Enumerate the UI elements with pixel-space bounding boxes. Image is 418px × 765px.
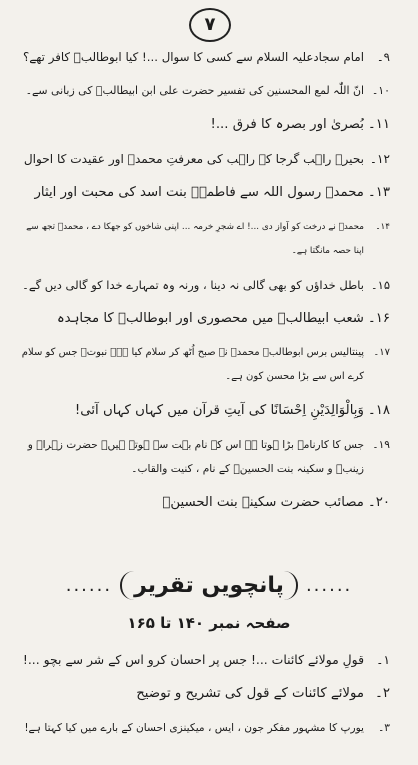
list-item bbox=[22, 399, 390, 433]
list-item bbox=[22, 491, 390, 525]
item-number: ۱۱۔ bbox=[367, 117, 390, 132]
section-heading bbox=[0, 565, 418, 605]
item-number: ۲۔ bbox=[375, 686, 390, 701]
list-item bbox=[22, 215, 390, 273]
list-item bbox=[22, 307, 390, 341]
item-number: ۱۴۔ bbox=[375, 222, 390, 232]
page-number: ۷ bbox=[204, 14, 216, 35]
list-item bbox=[22, 79, 390, 113]
list-item bbox=[22, 716, 390, 750]
item-text: قولِ مولائے کائنات ...! جس پر احسان کرو اس کے شر سے بچو ...! bbox=[22, 652, 364, 667]
item-number: ۱۔ bbox=[376, 652, 390, 667]
item-text: امام سجادعلیہ السلام سے کسی کا سوال ...! کیا ابوطالبؑ کافر تھے؟ bbox=[23, 50, 364, 64]
list-item bbox=[22, 45, 390, 79]
item-text: باطل خداؤں کو بھی گالی نہ دینا ، ورنہ وہ تمہارے خدا کو گالی دیں گے۔ bbox=[22, 278, 364, 292]
item-text: وَبِالْوَالِدَیْنِ اِحْسَانًا کی آیتِ قرآن میں کہاں کہاں آئی! bbox=[74, 403, 364, 418]
page-number-badge bbox=[189, 8, 231, 42]
item-text: بُصریٰ اور بصرہ کا فرق ...! bbox=[210, 117, 364, 132]
item-text-continued: کرے اس سے بڑا محسن کون ہے۔ bbox=[225, 371, 364, 382]
list-item bbox=[22, 113, 390, 147]
item-text: جس کا کارنامہ بڑا ہوتا ہے اس کے نام بہت سے ہوتے ہیں۔ حضرت زہراؑ و bbox=[27, 439, 364, 451]
list-item bbox=[22, 147, 390, 181]
item-text: مصائب حضرت سکینہ بنت الحسینؑ bbox=[162, 495, 364, 510]
contents-list-part-2 bbox=[22, 648, 390, 750]
item-text-continued: زینبؑ و سکینہ بنت الحسینؑ کے نام ، کنیت والقاب۔ bbox=[131, 463, 364, 475]
item-text: یورپ کا مشہور مفکر جون ، ایس ، میکینزی احسان کے بارے میں کیا کہتا ہے! bbox=[24, 722, 364, 734]
heading-ornament-left: ...... bbox=[65, 574, 113, 596]
item-text: پینتالیس برس ابوطالبؑ محمدؐ نے صبح اُٹھ کر سلام کیا ہے۔ نبوتؐ جس کو سلام bbox=[21, 347, 364, 358]
item-text: محمدؐ رسول اللہ سے فاطمہؑ بنت اسد کی محبت اور ایثار bbox=[34, 185, 364, 200]
item-number: ۱۷۔ bbox=[373, 347, 390, 358]
item-text: شعب ابیطالبؑ میں محصوری اور ابوطالبؑ کا مجاہدہ bbox=[56, 311, 364, 326]
item-number: ۳۔ bbox=[378, 722, 390, 734]
list-item bbox=[22, 341, 390, 399]
section-title: پانچویں تقریر bbox=[120, 571, 298, 600]
list-item bbox=[22, 682, 390, 716]
item-number: ۲۰۔ bbox=[367, 495, 390, 510]
heading-ornament-right: ...... bbox=[305, 574, 353, 596]
item-number: ۱۹۔ bbox=[372, 439, 390, 451]
item-number: ۹۔ bbox=[376, 50, 390, 64]
list-item bbox=[22, 273, 390, 307]
item-text: محمدؐ نے درخت کو آواز دی ...! اے شجرِ خرمہ ... اپنی شاخوں کو جھکا دے ، محمدؐ تجھ سے bbox=[26, 222, 364, 232]
item-number: ۱۶۔ bbox=[367, 311, 390, 326]
list-item bbox=[22, 648, 390, 682]
item-text-continued: اپنا حصہ مانگتا ہے۔ bbox=[291, 246, 364, 256]
item-text: انّ اللّٰہ لمع المحسنین کی تفسیر حضرت علی ابن ابیطالبؑ کی زبانی سے۔ bbox=[25, 84, 364, 97]
item-number: ۱۵۔ bbox=[370, 278, 390, 292]
item-text: مولائے کائنات کے قول کی تشریح و توضیح bbox=[136, 686, 364, 701]
list-item bbox=[22, 433, 390, 491]
item-number: ۱۰۔ bbox=[371, 84, 390, 97]
item-number: ۱۲۔ bbox=[369, 152, 390, 166]
item-number: ۱۳۔ bbox=[367, 185, 390, 200]
page-range-subheading: صفحہ نمبر ۱۴۰ تا ۱۶۵ bbox=[127, 614, 291, 632]
list-item bbox=[22, 181, 390, 215]
item-number: ۱۸۔ bbox=[367, 403, 390, 418]
item-text: بحیرہ راہب گرجا کے راہب کی معرفتِ محمدؐ اور عقیدت کا احوال bbox=[23, 152, 364, 166]
contents-list-part-1 bbox=[22, 45, 390, 525]
